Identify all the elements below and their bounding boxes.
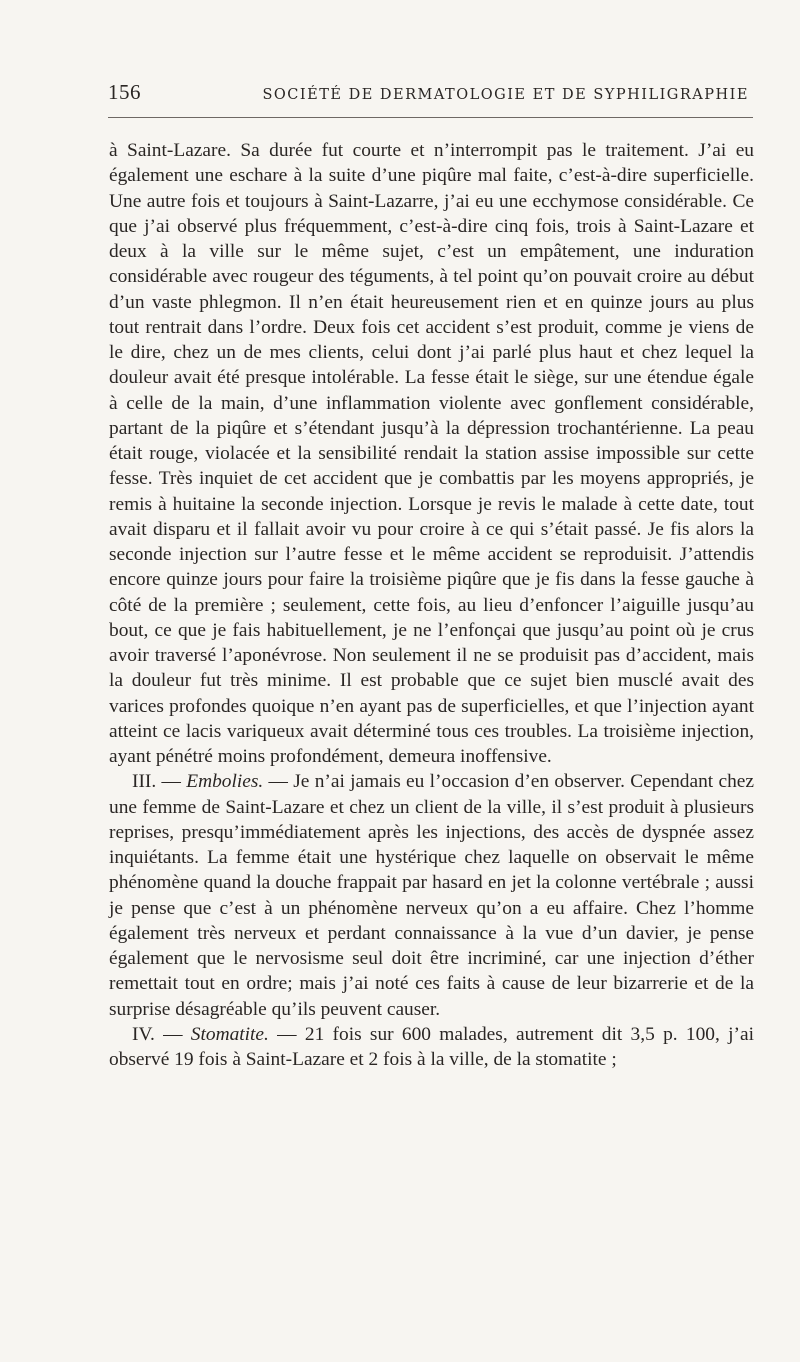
header-rule (108, 117, 753, 118)
paragraph-stomatite-text: — 21 fois sur 600 malades, autrement dit 3,5 p. 100, j’ai observé 19 fois à Saint-Lazare et 2 fois à la ville, de la stomatite ; (109, 1023, 754, 1070)
paragraph-stomatite (109, 1022, 754, 1073)
section-number: III. — (132, 771, 187, 793)
section-title-stomatite: Stomatite. (190, 1023, 269, 1045)
paragraph-continuation: à Saint-Lazare. Sa durée fut courte et n’interrompit pas le traitement. J’ai eu également une eschare à la suite d’une piqûre mal faite, c’est-à-dire superficielle. Une autre fois et toujours à Saint-Lazarre, j’ai eu une ecchymose considérable. Ce que j’ai observé plus fréquemment, c’est-à-dire cinq fois, trois à Saint-Lazare et deux à la ville sur le même sujet, c’est un empâtement, une induration considérable avec rougeur des téguments, à tel point qu’on pouvait croire au début d’un vaste phlegmon. Il n’en était heureusement rien et en quinze jours au plus tout rentrait dans l’ordre. Deux fois cet accident s’est produit, comme je viens de le dire, chez un de mes clients, celui dont j’ai parlé plus haut et chez lequel la douleur avait été presque intolérable. La fesse était le siège, sur une étendue égale à celle de la main, d’une inflammation violente avec gonflement considérable, partant de la piqûre et s’étendant jusqu’à la dépression trochantérienne. La peau était rouge, violacée et la sensibilité rendait la station assise impossible sur cette fesse. Très inquiet de cet accident que je combattis par les moyens appropriés, je remis à huitaine la seconde injection. Lorsque je revis le malade à cette date, tout avait disparu et il fallait avoir vu pour croire à ce qui s’était passé. Je fis alors la seconde injection sur l’autre fesse et le même accident se reproduisit. J’attendis encore quinze jours pour faire la troisième piqûre que je fis dans la fesse gauche à côté de la première ; seulement, cette fois, au lieu d’enfoncer l’aiguille jusqu’au bout, ce que je fais habituellement, je ne l’enfonçai que jusqu’au point où je crus avoir traversé l’aponévrose. Non seulement il ne se produisit pas d’accident, mais la douleur fut très minime. Il est probable que ce sujet bien musclé avait des varices profondes quoique n’en ayant pas de superficielles, et que l’injection ayant atteint ce lacis variqueux avait déterminé tous ces troubles. La troisième injection, ayant pénétré moins profondément, demeura inoffensive. (109, 140, 754, 767)
page-header (108, 80, 753, 110)
section-number: IV. — (132, 1023, 191, 1045)
paragraph-embolies (109, 769, 754, 1022)
section-title-embolies: Embolies. (186, 771, 264, 793)
running-title: SOCIÉTÉ DE DERMATOLOGIE ET DE SYPHILIGRAPHIE (262, 87, 749, 103)
page-number: 156 (108, 80, 141, 104)
body-text (109, 138, 754, 1072)
paragraph-embolies-text: — Je n’ai jamais eu l’occasion d’en observer. Cependant chez une femme de Saint-Lazare et chez un client de la ville, il s’est produit à plusieurs reprises, presqu’immédiatement après les injections, des accès de dyspnée assez inquiétants. La femme était une hystérique chez laquelle on observait le même phénomène quand la douche frappait par hasard en jet la colonne vertébrale ; aussi je pense que c’est à un phénomène nerveux qu’on a eu affaire. Chez l’homme également très nerveux et perdant connaissance à la vue d’un davier, je pense également que le nervosisme seul doit être incriminé, car une injection d’éther remettait tout en ordre; mais j’ai noté ces faits à cause de leur bizarrerie et de la surprise désagréable qu’ils peuvent causer. (109, 771, 754, 1020)
